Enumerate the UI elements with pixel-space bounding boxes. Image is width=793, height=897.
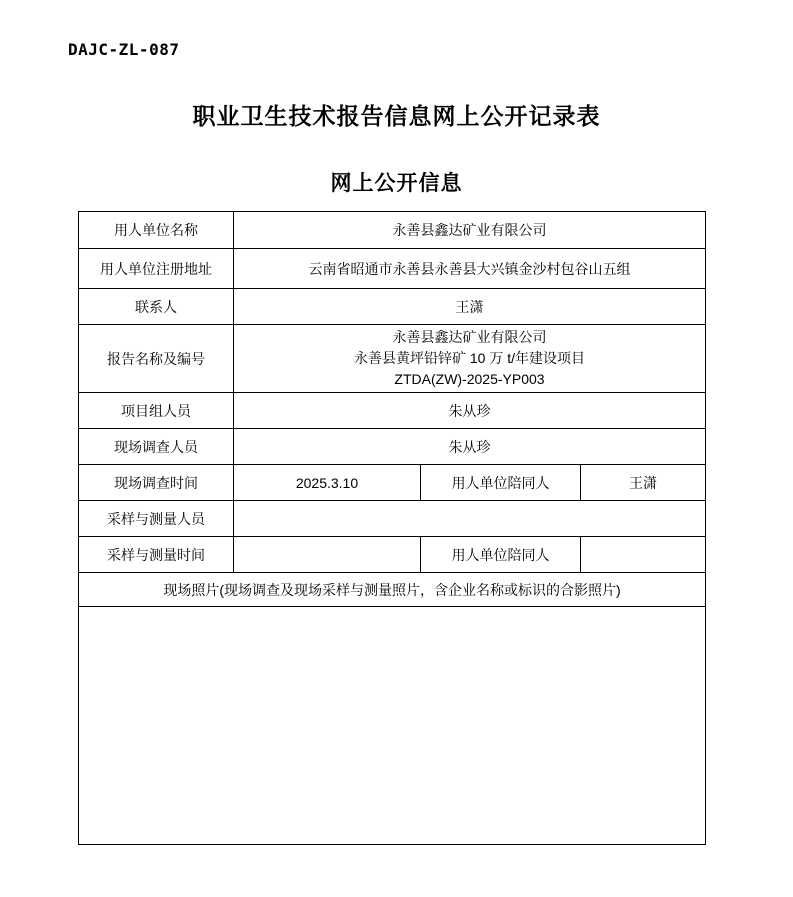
page-subtitle: 网上公开信息 [330, 172, 463, 195]
project-team-value: 朱从珍 [234, 393, 706, 429]
project-team-label: 项目组人员 [79, 393, 234, 429]
report-value [234, 325, 706, 393]
report-label: 报告名称及编号 [79, 325, 234, 393]
row-project-team [79, 393, 706, 429]
sampling-companion-label: 用人单位陪同人 [421, 537, 581, 573]
report-line-project: 永善县黄坪铅锌矿 10 万 t/年建设项目 [353, 350, 586, 366]
report-line-number: ZTDA(ZW)-2025-YP003 [394, 371, 545, 387]
row-employer-address [79, 249, 706, 289]
sampling-staff-label: 采样与测量人员 [79, 501, 234, 537]
row-employer-name [79, 212, 706, 249]
row-sampling-staff [79, 501, 706, 537]
site-survey-time-label: 现场调查时间 [79, 465, 234, 501]
row-site-survey-staff [79, 429, 706, 465]
site-survey-staff-value: 朱从珍 [234, 429, 706, 465]
sampling-time-value [234, 537, 421, 573]
employer-name-value: 永善县鑫达矿业有限公司 [234, 212, 706, 249]
row-photos-header [79, 573, 706, 607]
report-line-company: 永善县鑫达矿业有限公司 [392, 329, 547, 345]
sampling-staff-value [234, 501, 706, 537]
employer-address-label: 用人单位注册地址 [79, 249, 234, 289]
contact-label: 联系人 [79, 289, 234, 325]
employer-name-label: 用人单位名称 [79, 212, 234, 249]
survey-companion-value: 王潇 [581, 465, 706, 501]
employer-address-value: 云南省昭通市永善县永善县大兴镇金沙村包谷山五组 [234, 249, 706, 289]
site-survey-time-value: 2025.3.10 [234, 465, 421, 501]
row-photos-area [79, 607, 706, 845]
row-sampling-time [79, 537, 706, 573]
row-report [79, 325, 706, 393]
contact-value: 王潇 [234, 289, 706, 325]
document-code: DAJC-ZL-087 [68, 40, 180, 59]
survey-companion-label: 用人单位陪同人 [421, 465, 581, 501]
row-site-survey-time [79, 465, 706, 501]
page-title: 职业卫生技术报告信息网上公开记录表 [192, 103, 601, 129]
sampling-time-label: 采样与测量时间 [79, 537, 234, 573]
sampling-companion-value [581, 537, 706, 573]
photos-header-text: 现场照片(现场调查及现场采样与测量照片，含企业名称或标识的合影照片) [79, 573, 706, 607]
site-survey-staff-label: 现场调查人员 [79, 429, 234, 465]
disclosure-form-table [78, 211, 706, 845]
row-contact [79, 289, 706, 325]
photos-empty-area [79, 607, 706, 845]
